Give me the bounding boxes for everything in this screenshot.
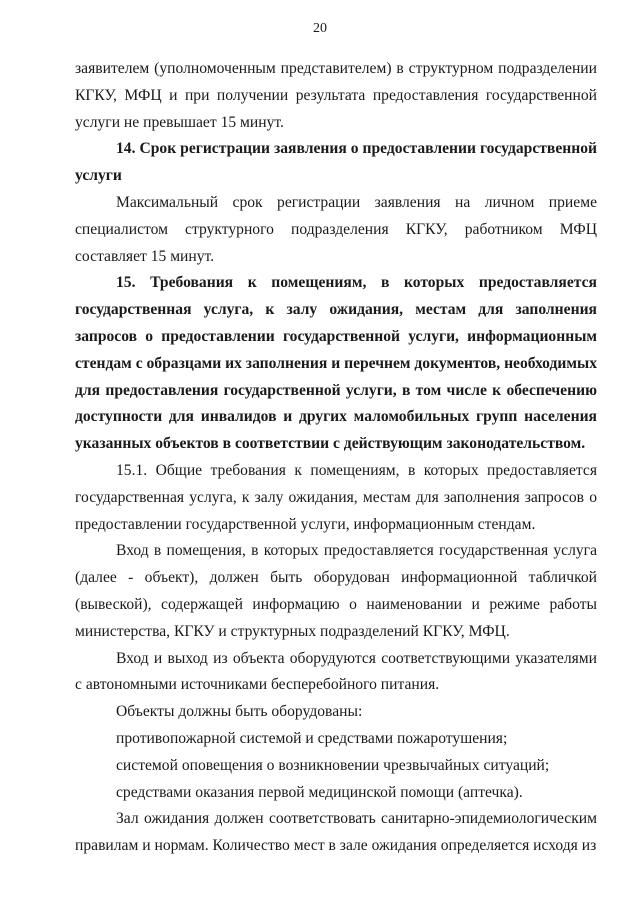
- list-item-fire-system: противопожарной системой и средствами пожаротушения;: [116, 729, 508, 747]
- section-14-heading: 14. Срок регистрации заявления о предоставлении государственной услуги: [75, 140, 597, 185]
- paragraph-equipment-intro: Объекты должны быть оборудованы:: [116, 703, 363, 721]
- document-body: [75, 56, 597, 860]
- section-15-heading: 15. Требования к помещениям, в которых предоставляется государственная услуга, к залу ожидания, местам для заполнения запросов о предоставлении государственной услуги, информационным стендам с образцами их заполнения и перечнем документов, необходимых для предоставления государственной услуги, в том числе к обеспечению доступности для инвалидов и других маломобильных групп населения указанных объектов в соответствии с действующим законодательством.: [75, 274, 597, 453]
- page-number: 20: [313, 21, 327, 36]
- paragraph-entrance-exit-signs: Вход и выход из объекта оборудуются соответствующими указателями с автономными источниками бесперебойного питания.: [75, 649, 597, 694]
- paragraph-15-1: 15.1. Общие требования к помещениям, в которых предоставляется государственная услуга, к залу ожидания, местам для заполнения запросов о предоставлении государственной услуги, информационным стендам.: [75, 461, 597, 533]
- paragraph-entrance-sign: Вход в помещения, в которых предоставляется государственная услуга (далее - объект), должен быть оборудован информационной табличкой (вывеской), содержащей информацию о наименовании и режиме работы министерства, КГКУ и структурных подразделений КГКУ, МФЦ.: [75, 542, 597, 640]
- list-item-emergency-alert: системой оповещения о возникновении чрезвычайных ситуаций;: [116, 756, 550, 774]
- list-item-first-aid: средствами оказания первой медицинской помощи (аптечка).: [116, 783, 523, 801]
- paragraph-service-time-end: заявителем (уполномоченным представителем) в структурном подразделении КГКУ, МФЦ и при получении результата предоставления государственной услуги не превышает 15 минут.: [75, 60, 597, 131]
- paragraph-waiting-hall: Зал ожидания должен соответствовать санитарно-эпидемиологическим правилам и нормам. Количество мест в зале ожидания определяется исходя из: [75, 810, 597, 855]
- paragraph-registration-time: Максимальный срок регистрации заявления на личном приеме специалистом структурного подразделения КГКУ, работником МФЦ составляет 15 минут.: [75, 193, 597, 265]
